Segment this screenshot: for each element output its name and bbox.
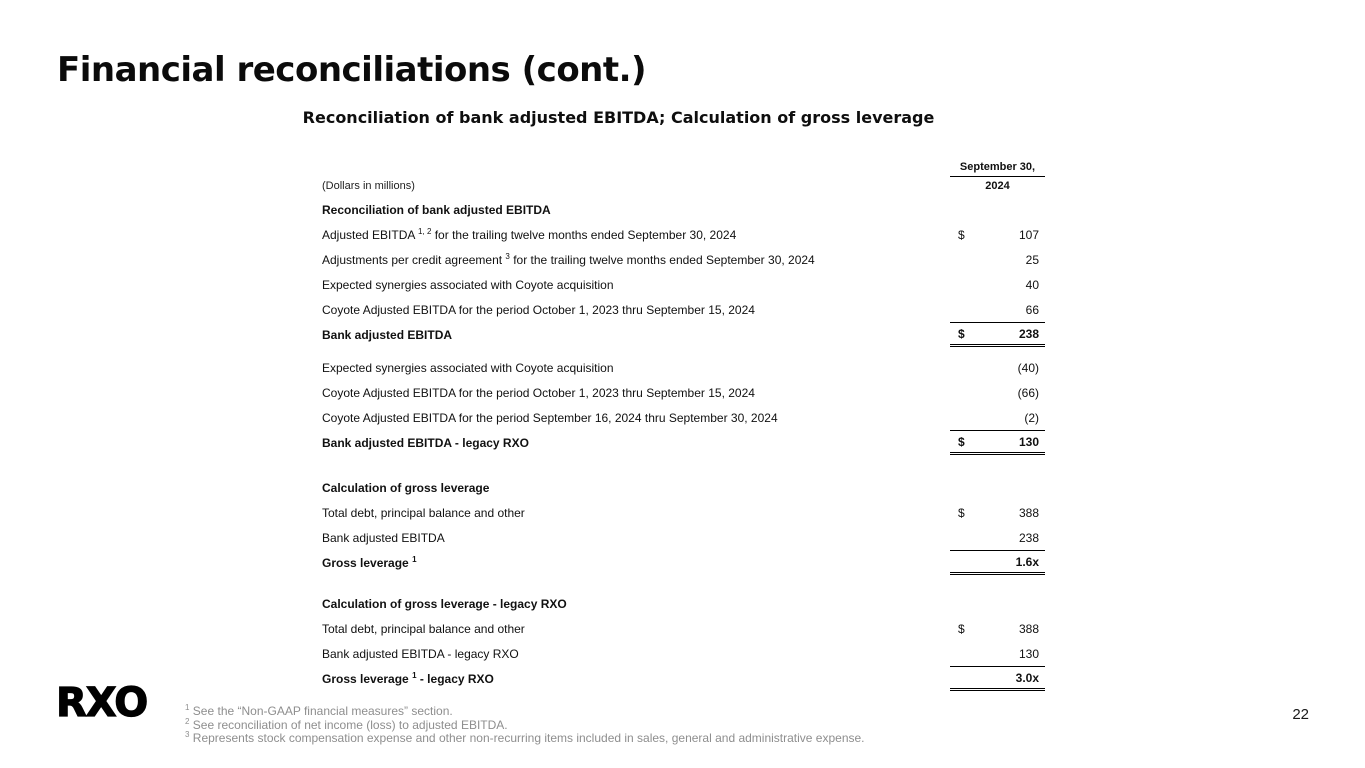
column-header-year: 2024 <box>985 180 1010 192</box>
row-value <box>950 525 1045 550</box>
section-legacy-rxo-adjustments <box>322 355 1045 455</box>
value: (40) <box>1017 360 1039 375</box>
row-value <box>950 297 1045 322</box>
section-heading-row <box>322 591 1045 616</box>
section-heading: Reconciliation of bank adjusted EBITDA <box>322 202 551 217</box>
row-value <box>950 405 1045 430</box>
row-value <box>950 222 1045 247</box>
value: 388 <box>1018 505 1039 520</box>
value: 238 <box>1018 530 1039 545</box>
row-value <box>950 430 1045 455</box>
row-label <box>322 253 950 267</box>
page-title: Financial reconciliations (cont.) <box>57 50 647 90</box>
label-text-post: - legacy RXO <box>416 671 494 686</box>
section-gross-leverage <box>322 475 1045 575</box>
table-header <box>322 161 1045 193</box>
label-text-pre: Adjusted EBITDA <box>322 227 419 242</box>
footnote-text: See the “Non-GAAP financial measures” section. <box>192 704 453 718</box>
value: 130 <box>1018 646 1039 661</box>
section-heading: Calculation of gross leverage <box>322 480 490 495</box>
label-text-pre: Gross leverage <box>322 671 413 686</box>
table-title: Reconciliation of bank adjusted EBITDA; Calculation of gross leverage <box>302 108 935 127</box>
footnote-number: 1 <box>185 703 190 712</box>
row-value <box>950 272 1045 297</box>
footnote-ref: 1 <box>412 555 417 564</box>
table-row <box>322 222 1045 247</box>
value: 66 <box>1025 302 1039 317</box>
row-label: Expected synergies associated with Coyote acquisition <box>322 360 614 375</box>
row-value <box>950 322 1045 347</box>
total-row-gross-leverage <box>322 550 1045 575</box>
table-row <box>322 380 1045 405</box>
table-row <box>322 272 1045 297</box>
value: (66) <box>1017 385 1039 400</box>
column-header-date: September 30, <box>950 161 1045 177</box>
row-value <box>950 500 1045 525</box>
row-value <box>950 380 1045 405</box>
rxo-logo: RXO <box>56 680 148 726</box>
footnote-number: 2 <box>185 716 190 726</box>
row-label: Bank adjusted EBITDA - legacy RXO <box>322 646 519 661</box>
total-row-bank-adjusted-ebitda <box>322 322 1045 347</box>
table-row <box>322 297 1045 322</box>
row-label: Bank adjusted EBITDA <box>322 327 453 342</box>
value: 25 <box>1025 252 1039 267</box>
row-label <box>322 228 950 242</box>
column-header <box>950 161 1045 193</box>
total-row-gross-leverage-legacy-rxo <box>322 666 1045 691</box>
footnote-ref: 1 <box>412 671 417 680</box>
table-row <box>322 355 1045 380</box>
row-label: Bank adjusted EBITDA <box>322 530 445 545</box>
footnote-text: Represents stock compensation expense and other non-recurring items included in sales, general and administrative expense. <box>192 731 865 746</box>
table-row <box>322 405 1045 430</box>
row-label: Coyote Adjusted EBITDA for the period October 1, 2023 thru September 15, 2024 <box>322 302 755 317</box>
label-text-post: for the trailing twelve months ended September 30, 2024 <box>431 227 737 242</box>
value: 130 <box>1018 434 1039 449</box>
row-label: Total debt, principal balance and other <box>322 621 525 636</box>
row-value <box>950 641 1045 666</box>
row-label: Bank adjusted EBITDA - legacy RXO <box>322 435 529 450</box>
footnote-number: 3 <box>185 730 190 740</box>
label-text-pre: Gross leverage <box>322 555 413 570</box>
financial-table <box>322 161 1045 691</box>
total-row-bank-adjusted-ebitda-legacy-rxo <box>322 430 1045 455</box>
footnote-ref: 1, 2 <box>418 227 432 236</box>
row-label: Coyote Adjusted EBITDA for the period September 16, 2024 thru September 30, 2024 <box>322 410 778 425</box>
page-number: 22 <box>1292 706 1309 723</box>
row-label: Expected synergies associated with Coyote acquisition <box>322 277 614 292</box>
section-gross-leverage-legacy-rxo <box>322 591 1045 691</box>
label-text-pre: Adjustments per credit agreement <box>322 252 506 267</box>
row-value <box>950 355 1045 380</box>
row-label: Coyote Adjusted EBITDA for the period October 1, 2023 thru September 15, 2024 <box>322 385 755 400</box>
value: (2) <box>1024 410 1039 425</box>
table-row <box>322 247 1045 272</box>
value: 107 <box>1018 227 1039 242</box>
value: 40 <box>1025 277 1039 292</box>
section-bank-adjusted-ebitda <box>322 197 1045 347</box>
row-value <box>950 616 1045 641</box>
value: 3.0x <box>1015 670 1039 685</box>
footnote-1 <box>185 705 865 719</box>
row-label: Total debt, principal balance and other <box>322 505 525 520</box>
label-text-post: for the trailing twelve months ended September 30, 2024 <box>509 252 815 267</box>
row-label <box>322 672 950 686</box>
row-value <box>950 247 1045 272</box>
dollar-sign: $ <box>958 227 965 242</box>
dollar-sign: $ <box>958 621 965 636</box>
units-label: (Dollars in millions) <box>322 180 415 192</box>
dollar-sign: $ <box>958 434 965 449</box>
table-row <box>322 616 1045 641</box>
value: 388 <box>1018 621 1039 636</box>
table-row <box>322 525 1045 550</box>
footnote-3 <box>185 732 865 746</box>
table-row <box>322 500 1045 525</box>
row-value <box>950 666 1045 691</box>
table-row <box>322 641 1045 666</box>
row-label <box>322 556 950 570</box>
dollar-sign: $ <box>958 505 965 520</box>
value: 1.6x <box>1015 554 1039 569</box>
footnotes <box>185 705 865 746</box>
dollar-sign: $ <box>958 326 965 341</box>
section-heading-row <box>322 475 1045 500</box>
footnote-ref: 3 <box>505 252 510 261</box>
footnote-text: See reconciliation of net income (loss) to adjusted EBITDA. <box>192 717 508 732</box>
row-value <box>950 550 1045 575</box>
section-heading: Calculation of gross leverage - legacy RXO <box>322 596 567 611</box>
value: 238 <box>1018 326 1039 341</box>
section-heading-row <box>322 197 1045 222</box>
